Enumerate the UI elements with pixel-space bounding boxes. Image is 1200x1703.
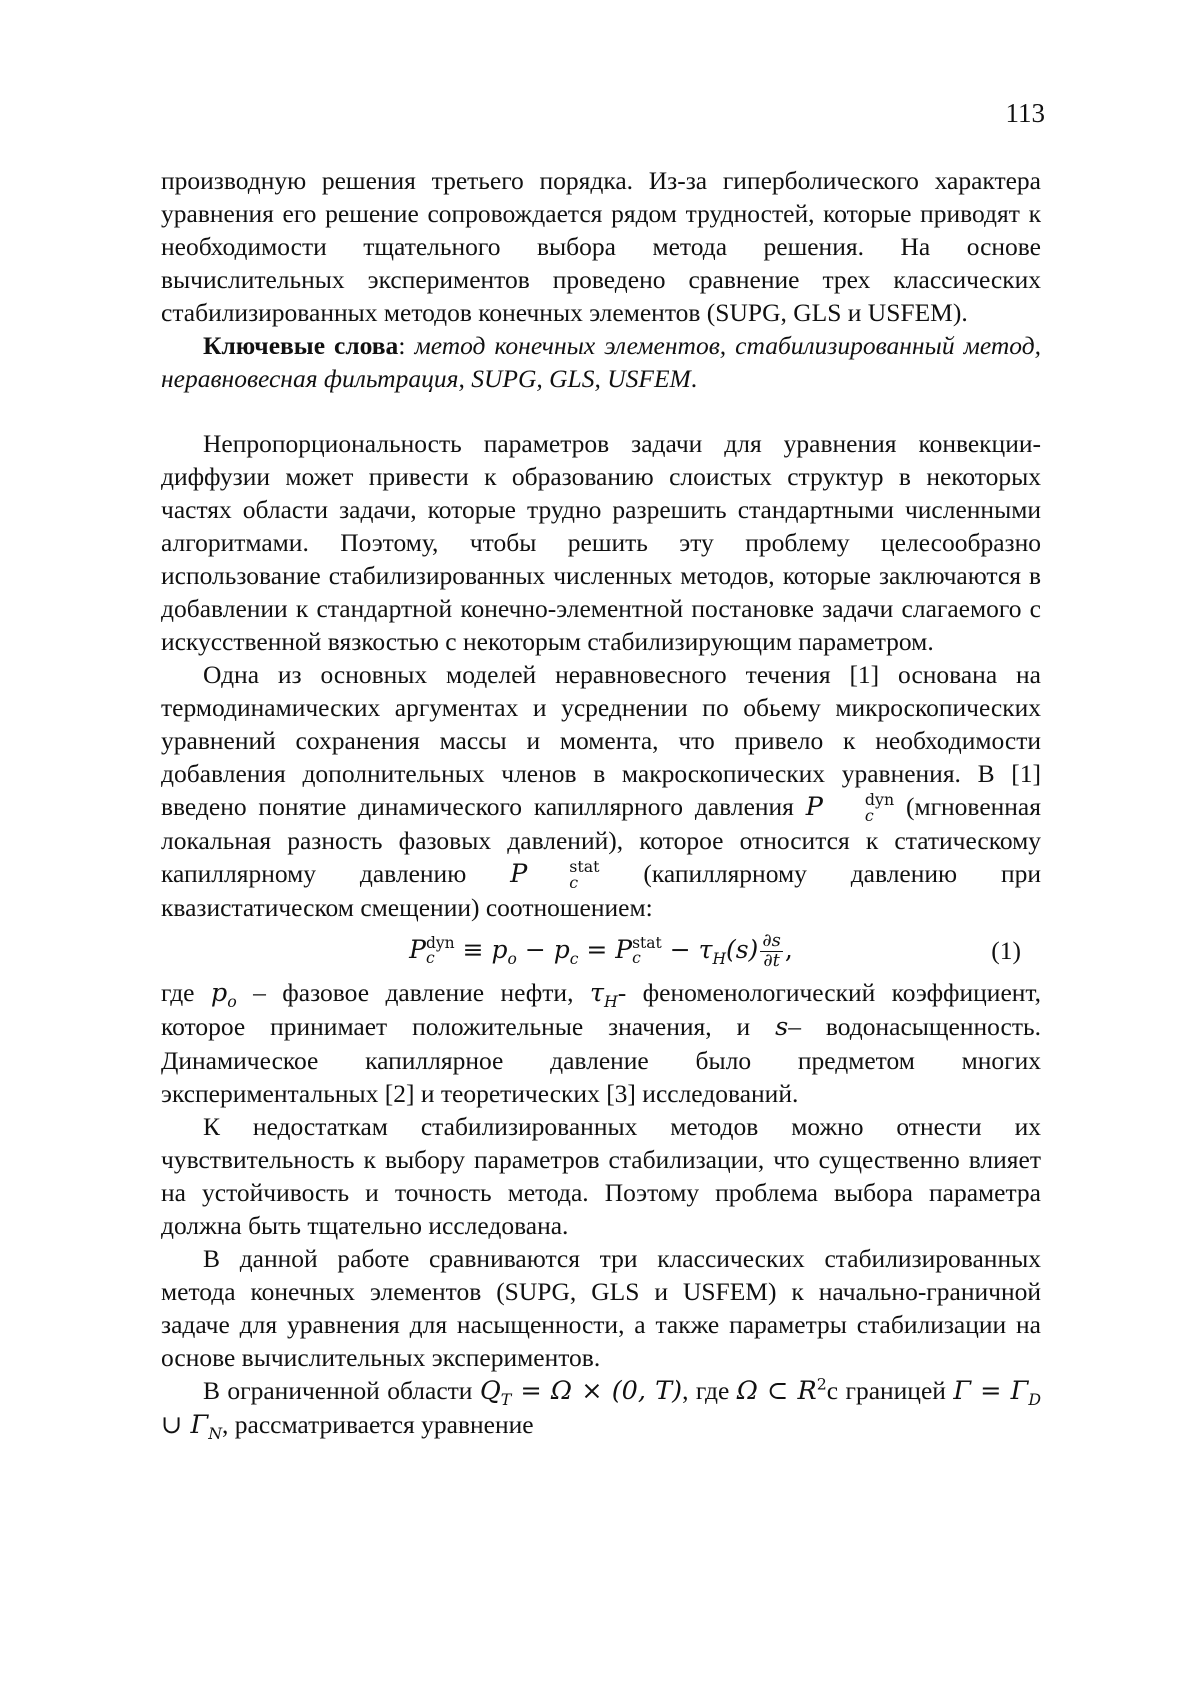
keywords-label: Ключевые слова (203, 331, 398, 360)
equation-1 (161, 926, 1041, 976)
paragraph-comparison: В данной работе сравниваются три классических стабилизированных метода конечных элементов (SUPG, GLS и USFEM) к начально-граничной задаче для уравнения для насыщенности, а также параметры стабилизации на основе вычислительных экспериментов. (161, 1242, 1041, 1374)
paragraph-abstract-end: производную решения третьего порядка. Из-за гиперболического характера уравнения его решение сопровождается рядом трудностей, которые приводят к необходимости тщательного выбора метода решения. На основе вычислительных экспериментов проведено сравнение трех классических стабилизированных методов конечных элементов (SUPG, GLS и USFEM). (161, 164, 1041, 329)
keywords-paragraph (161, 329, 1041, 395)
text-run: где (161, 978, 211, 1007)
math-qt: QT = Ω × (0, T) (480, 1376, 682, 1406)
text-run: , рассматривается уравнение (222, 1410, 534, 1439)
equation-number: (1) (991, 934, 1021, 967)
math-tau-h: τH (590, 978, 618, 1008)
paragraph-model (161, 658, 1041, 924)
math-gamma: Γ = ΓD ∪ ΓN (161, 1376, 1041, 1440)
page-number: 113 (945, 100, 1045, 127)
text-run: Одна из основных моделей неравновесного течения [1] основана на термодинамических аргументах и усреднении по обьему микроскопических уравнений сохранения массы и момента, что привело к необходимости добавления дополнительных членов в макроскопических уравнения. В [1] введено понятие динамического капиллярного давления (161, 660, 1041, 821)
text-run: - феноменологический коэффициент, которое принимает положительные значения, и (161, 978, 1041, 1041)
paragraph-where (161, 976, 1041, 1110)
text-run: с границей (827, 1376, 954, 1405)
math-omega-subset: Ω ⊂ R2 (737, 1376, 827, 1406)
section-gap (161, 395, 1041, 427)
text-run: , где (682, 1376, 737, 1405)
paragraph-drawbacks: К недостаткам стабилизированных методов можно отнести их чувствительность к выбору параметров стабилизации, что существенно влияет на устойчивость и точность метода. Поэтому проблема выбора параметра должна быть тщательно исследована. (161, 1110, 1041, 1242)
math-po: po (211, 978, 237, 1008)
math-s: s (775, 1012, 788, 1042)
paragraph-intro: Непропорциональность параметров задачи для уравнения конвекции-диффузии может привести к образованию слоистых структур в некоторых частях области задачи, которые трудно разрешить стандартными численными алгоритмами. Поэтому, чтобы решить эту проблему целесообразно использование стабилизированных численных методов, которые заключаются в добавлении к стандартной конечно-элементной постановке задачи слагаемого с искусственной вязкостью с некоторым стабилизирующим параметром. (161, 427, 1041, 658)
equation-body: P dyn c ≡ po − pc = P stat c − τH(s) ∂s ∂t , (161, 932, 1041, 971)
page-body (161, 164, 1041, 1442)
text-run: – фазовое давление нефти, (237, 978, 590, 1007)
paragraph-domain (161, 1374, 1041, 1442)
math-pc-stat: P stat c (510, 859, 599, 889)
keywords-separator: : (398, 331, 414, 360)
text-run: – водонасыщенность. Динамическое капиллярное давление было предметом многих экспериментальных [2] и теоретических [3] исследований. (161, 1012, 1041, 1108)
keywords-list: метод конечных элементов, стабилизированный метод, неравновесная фильтрация, SUPG, GLS, USFEM (161, 331, 1041, 393)
document-page (0, 0, 1200, 1703)
math-pc-dyn: P dyn c (806, 792, 894, 822)
fraction-ds-dt: ∂s ∂t (760, 932, 783, 971)
keywords-end: . (691, 364, 697, 393)
text-run: В ограниченной области (203, 1376, 480, 1405)
text-run: (капиллярному давлению при квазистатическом смещении) соотношением: (161, 859, 1041, 922)
text-run: (мгновенная локальная разность фазовых давлений), которое относится к статическому капиллярному давлению (161, 792, 1041, 888)
